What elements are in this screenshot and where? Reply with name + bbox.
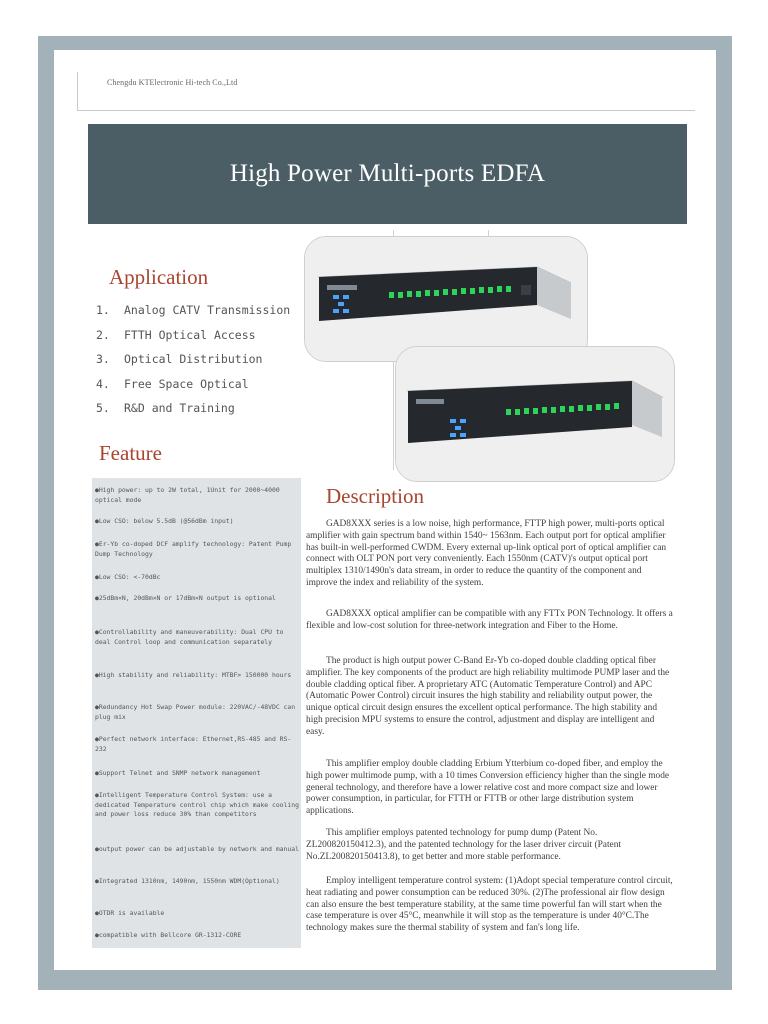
list-item: 5. R&D and Training — [96, 401, 235, 415]
feature-item: ●compatible with Bellcore GR-1312-CORE — [95, 931, 242, 939]
product-photo — [304, 236, 588, 362]
description-paragraph: This amplifier employs patented technology for pump dump (Patent No. ZL200820150412.3), and the patented technology for the laser driver circuit (Patent No.ZL200820150413.8), to get better and more stable performance. — [306, 828, 622, 862]
feature-item: ●Integrated 1310nm, 1490nm, 1550nm WDM(Optional) — [95, 877, 280, 885]
application-heading: Application — [109, 265, 209, 289]
list-item: 3. Optical Distribution — [96, 352, 263, 366]
description-heading: Description — [326, 484, 424, 508]
feature-heading: Feature — [99, 441, 162, 465]
feature-item: ●Controllability and maneuverability: Dual CPU to deal Control loop and communication separately — [95, 628, 284, 646]
edfa-device-image — [305, 237, 587, 361]
product-photo — [395, 346, 675, 482]
feature-item: ●Intelligent Temperature Control System: use a dedicated Temperature control chip which make cooling and power loss reduce 30% than competitors — [95, 791, 299, 819]
header-rule — [77, 72, 78, 110]
header-rule — [77, 110, 695, 111]
edfa-device-image — [396, 347, 674, 481]
list-item: 2. FTTH Optical Access — [96, 327, 256, 342]
company-name: Chengdu KTElectronic Hi-tech Co.,Ltd — [107, 78, 238, 87]
list-item: 1. Analog CATV Transmission — [96, 303, 291, 317]
feature-item: ●output power can be adjustable by network and manual — [95, 845, 299, 853]
title-banner — [88, 124, 687, 224]
feature-item: ●Low CSO: below 5.5dB (@56dBm input) — [95, 517, 234, 525]
feature-item: ●Perfect network interface: Ethernet,RS-485 and RS-232 — [95, 735, 292, 753]
description-paragraph: Employ intelligent temperature control system: (1)Adopt special temperature control circuit, heat radiating and power consumption can be reduced 30%. (2)The professional air flow design can also ensure the best temperature stability, at the same time powerful fan will start when the case temperature is over 45°C, meanwhile it will stop as the temperature is under 40°C.The technology makes sure the thermal stability of system and fan's long life. — [306, 876, 673, 934]
description-paragraph: This amplifier employ double cladding Erbium Ytterbium co-doped fiber, and employ the high power multimode pump, with a 10 times Conversion efficiency higher than the single mode general technology, and therefore have a lower relative cost and more compact size and lower power consumption, in particular, for FTTH or FTTB or other large distribution system applications. — [306, 759, 670, 817]
feature-item: ●Redundancy Hot Swap Power module: 220VAC/-48VDC can plug mix — [95, 703, 296, 721]
feature-item: ●25dBm×N, 20dBm×N or 17dBm×N output is optional — [95, 594, 276, 602]
description-paragraph: GAD8XXX optical amplifier can be compatible with any FTTx PON Technology. It offers a flexible and low-cost solution for three-network integration and Fiber to the Home. — [306, 609, 673, 631]
description-paragraph: GAD8XXX series is a low noise, high performance, FTTP high power, multi-ports optical amplifier with gain spectrum band within 1540~ 1563nm. Each output port for optical amplifier has built-in well-performed CWDM. Every external up-link optical port of optical amplifier can connect with OLT PON port very conveniently. Each 1550nm (CATV)'s output optical port multiplex 1310/1490n's data stream, in order to reduce the quantity of the component and improve the index and reliability of the system. — [306, 519, 667, 588]
document-title: High Power Multi-ports EDFA — [229, 160, 546, 187]
feature-item: ●Low CSO: <-70dBc — [95, 573, 161, 581]
description-paragraph: The product is high output power C-Band Er-Yb co-doped double cladding optical fiber amplifier. The key components of the product are high reliability multimode PUMP laser and the double cladding optical fiber. A proprietary ATC (Automatic Temperature Control) and APC (Automatic Power Control) circuit insures the high stability and reliability output power, the unique optical circuit design ensures the excellent optical performance. The high stability and high precision MPU systems to ensure the control, adjustment and display are intelligent and easy. — [306, 656, 670, 737]
feature-item: ●Support Telnet and SNMP network management — [95, 769, 261, 777]
feature-item: ●OTDR is available — [95, 909, 165, 917]
feature-item: ●Er-Yb co-doped DCF amplify technology: Patent Pump Dump Technology — [95, 540, 292, 558]
list-item: 4. Free Space Optical — [96, 376, 249, 391]
feature-item: ●High power: up to 2W total, 1Unit for 2000~4000 optical mode — [95, 486, 280, 504]
feature-item: ●High stability and reliability: MTBF> 150000 hours — [95, 671, 292, 679]
application-list — [96, 301, 290, 424]
